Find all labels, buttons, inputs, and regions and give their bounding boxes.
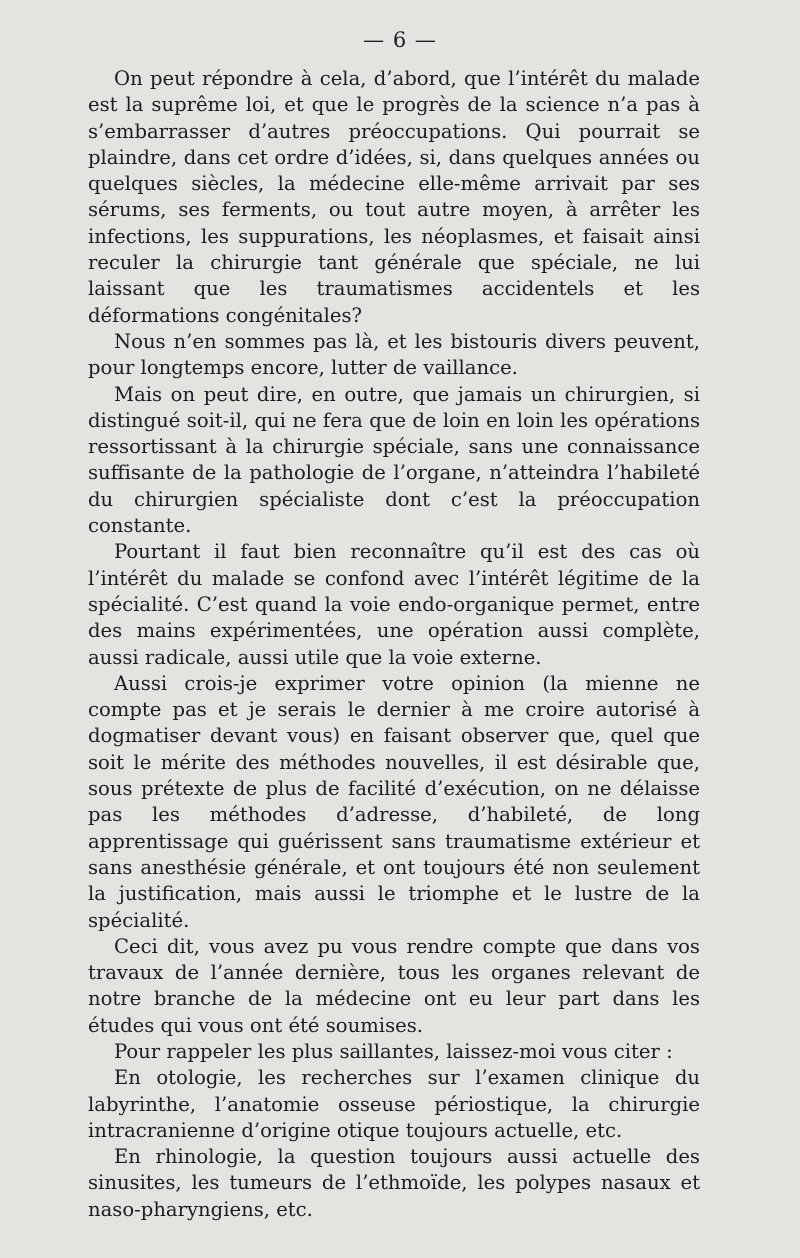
paragraph-7: Pour rappeler les plus saillantes, laissez-moi vous citer : — [114, 1039, 673, 1063]
paragraph-5: Aussi crois-je exprimer votre opinion (la mienne ne compte pas et je serais le dernier à me croire autorisé à dogmatiser devant vous) en faisant observer que, quel que soit le mérite des méthodes nouvelles, il est désirable que, sous prétexte de plus de facilité d’exécution, on ne délaisse pas les méthodes d’adresse, d’habileté, de long apprentissage qui guérissent sans traumatisme extérieur et sans anesthésie générale, et ont toujours été non seulement la justification, mais aussi le triomphe et le lustre de la spécialité. — [88, 671, 700, 932]
paragraph-9: En rhinologie, la question toujours aussi actuelle des sinusites, les tumeurs de l’ethmoïde, les polypes nasaux et naso-pharyngiens, etc. — [88, 1145, 700, 1221]
paragraph-8: En otologie, les recherches sur l’examen clinique du labyrinthe, l’anatomie osseuse périostique, la chirurgie intracranienne d’origine otique toujours actuelle, etc. — [88, 1066, 700, 1142]
paragraph-3: Mais on peut dire, en outre, que jamais un chirurgien, si distingué soit-il, qui ne fera que de loin en loin les opérations ressortissant à la chirurgie spéciale, sans une connaissance suffisante de la pathologie de l’organe, n’atteindra l’habileté du chirurgien spécialiste dont c’est la préoccupation constante. — [88, 382, 700, 538]
paragraph-4: Pourtant il faut bien reconnaître qu’il est des cas où l’intérêt du malade se confond avec l’intérêt légitime de la spécialité. C’est quand la voie endo-organique permet, entre des mains expérimentées, une opération aussi complète, aussi radicale, aussi utile que la voie externe. — [88, 540, 700, 669]
body-text — [88, 66, 700, 1223]
paragraph-1: On peut répondre à cela, d’abord, que l’intérêt du malade est la suprême loi, et que le progrès de la science n’a pas à s’embarrasser d’autres préoccupations. Qui pourrait se plaindre, dans cet ordre d’idées, si, dans quelques années ou quelques siècles, la médecine elle-même arrivait par ses sérums, ses ferments, ou tout autre moyen, à arrêter les infections, les suppurations, les néoplasmes, et faisait ainsi reculer la chirurgie tant générale que spéciale, ne lui laissant que les traumatismes accidentels et les déformations congénitales? — [88, 67, 700, 327]
page-number: — 6 — — [363, 28, 437, 52]
paragraph-2: Nous n’en sommes pas là, et les bistouris divers peuvent, pour longtemps encore, lutter de vaillance. — [88, 329, 700, 380]
paragraph-6: Ceci dit, vous avez pu vous rendre compte que dans vos travaux de l’année dernière, tous les organes relevant de notre branche de la médecine ont eu leur part dans les études qui vous ont été soumises. — [88, 934, 700, 1037]
